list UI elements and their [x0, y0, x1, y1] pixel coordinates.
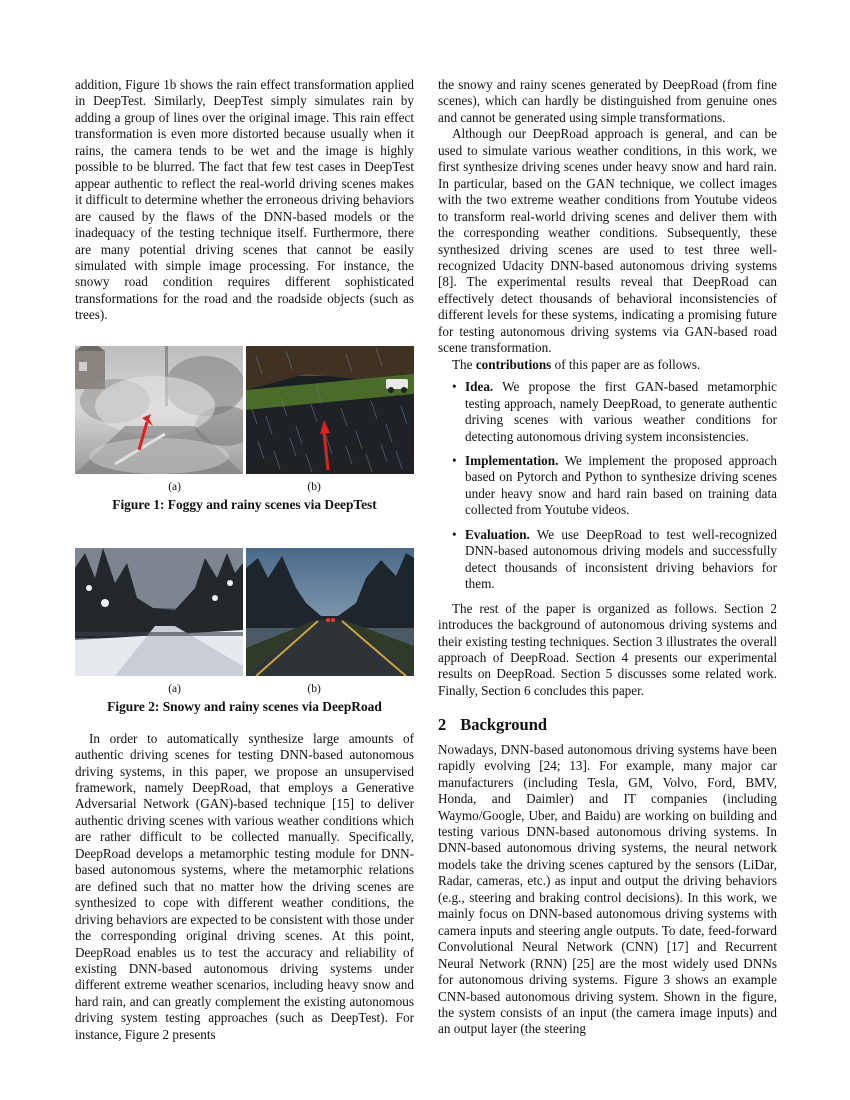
bullet-text: We use DeepRoad to test well-recognized DNN-based autonomous driving models and successfully detect thousands of inconsistent driving behaviors for them. — [465, 526, 777, 592]
rainy-road-image — [246, 548, 414, 676]
bullet-text: We propose the first GAN-based metamorphic testing approach, namely DeepRoad, to generate authentic driving scenes with various weather conditions for detecting autonomous driving system inconsistencies. — [465, 379, 777, 444]
snowy-scene-image — [75, 548, 243, 676]
contributions-pre: The — [452, 356, 476, 372]
figure-1-sublabel-b: (b) — [307, 480, 321, 493]
bullet-title: Implementation. — [465, 452, 559, 468]
right-column — [438, 77, 777, 1038]
figure-2-sublabel-b: (b) — [307, 682, 321, 695]
figure-2 — [75, 548, 414, 716]
section-title: Background — [460, 715, 548, 735]
list-item — [438, 379, 777, 445]
right-paragraph-3: The rest of the paper is organized as follows. Section 2 introduces the background of autonomous driving systems and their existing testing techniques. Section 3 illustrates the overall approach of DeepRoad. Section 4 presents our experimental results on DeepRoad. Section 5 discusses some related work. Finally, Section 6 concludes this paper. — [438, 600, 777, 698]
list-item — [438, 527, 777, 593]
contributions-intro — [438, 357, 777, 373]
figure-2-sublabel-a: (a) — [168, 682, 181, 695]
section-number: 2 — [438, 715, 447, 735]
left-column — [75, 77, 414, 1043]
left-paragraph-1: addition, Figure 1b shows the rain effect transformation applied in DeepTest. Similarly, DeepTest simply simulates rain by adding a group of lines over the original image. This rain effect transformation is even more distorted because usually when it rains, the camera tends to be wet and the image is highly possible to be blurred. The fact that few test cases in DeepTest appear authentic to reflect the real-world driving scenes makes it difficult to determine whether the erroneous driving behaviors are caused by the flaws of the DNN-based models or the inadequacy of the testing technique itself. Furthermore, there are many potential driving scenes that cannot be easily simulated with simple image processing. For instance, the snowy road condition requires different sophisticated transformations for the road and the roadside objects (such as trees). — [75, 77, 414, 323]
foggy-scene-image — [75, 346, 243, 474]
contributions-post: of this paper are as follows. — [551, 356, 701, 372]
right-paragraph-1: the snowy and rainy scenes generated by DeepRoad (from fine scenes), which can hardly be distinguished from genuine ones and cannot be generated using simple transformations. — [438, 77, 777, 125]
bullet-text: We implement the proposed approach based on Pytorch and Python to synthesize driving scenes under heavy snow and hard rain based on training data collected from Youtube videos. — [465, 452, 777, 518]
section-heading — [438, 717, 777, 733]
contributions-list — [438, 379, 777, 592]
contributions-bold: contributions — [475, 356, 552, 372]
bullet-title: Evaluation. — [465, 526, 530, 542]
figure-1 — [75, 346, 414, 514]
figure-2-caption: Figure 2: Snowy and rainy scenes via DeepRoad — [107, 699, 382, 715]
list-item — [438, 453, 777, 519]
rainy-scene-image — [246, 346, 414, 474]
figure-1-sublabel-a: (a) — [168, 480, 181, 493]
right-paragraph-2: Although our DeepRoad approach is general, and can be used to simulate various weather conditions, in this work, we first synthesize driving scenes under heavy snow and hard rain. In particular, based on the GAN technique, we collect images with the two extreme weather conditions from Youtube videos to transform real-world driving scenes and deliver them with the corresponding weather conditions. Subsequently, these synthesized driving scenes are used to test three well-recognized Udacity DNN-based autonomous driving systems [8]. The experimental results reveal that DeepRoad can effectively detect thousands of behavioral inconsistencies of different levels for these systems, indicating a promising future for testing autonomous driving systems via GAN-based road scene transformation. — [438, 126, 777, 356]
bullet-title: Idea. — [465, 379, 494, 395]
figure-1-caption: Figure 1: Foggy and rainy scenes via DeepTest — [112, 497, 377, 513]
right-paragraph-4: Nowadays, DNN-based autonomous driving systems have been rapidly evolving [24; 13]. For example, many major car manufacturers (including Tesla, GM, Volvo, Ford, BMV, Honda, and Daimler) and IT companies (including Waymo/Google, Uber, and Baidu) are working on building and testing various DNN-based autonomous driving systems. In DNN-based autonomous driving systems, the neural network models take the driving scenes captured by the sensors (LiDar, Radar, cameras, etc.) as input and output the driving behaviors (e.g., steering and braking control decisions). In this work, we mainly focus on DNN-based autonomous driving systems with camera inputs and steering angle outputs. To date, feed-forward Convolutional Neural Network (CNN) [17] and Recurrent Neural Network (RNN) [25] are the most widely used DNNs for autonomous driving systems. Figure 3 shows an example CNN-based autonomous driving system. Shown in the figure, the system consists of an input (the camera image inputs) and an output layer (the steering — [438, 741, 777, 1037]
left-paragraph-2: In order to automatically synthesize large amounts of authentic driving scenes for testing DNN-based autonomous driving systems, in this paper, we propose an unsupervised framework, namely DeepRoad, that employs a Generative Adversarial Network (GAN)-based technique [15] to deliver authentic driving scenes with various weather conditions which are rather difficult to be collected manually. Specifically, DeepRoad develops a metamorphic testing module for DNN-based autonomous systems, where the metamorphic relations are defined such that no matter how the driving scenes are synthesized to cope with different weather conditions, the driving behaviors are expected to be consistent with those under the corresponding original driving scenes. At this point, DeepRoad enables us to test the accuracy and reliability of existing DNN-based autonomous driving systems under different extreme weather scenarios, including heavy snow and hard rain, and can greatly complement the existing autonomous driving system testing approaches (such as DeepTest). For instance, Figure 2 presents — [75, 730, 414, 1042]
